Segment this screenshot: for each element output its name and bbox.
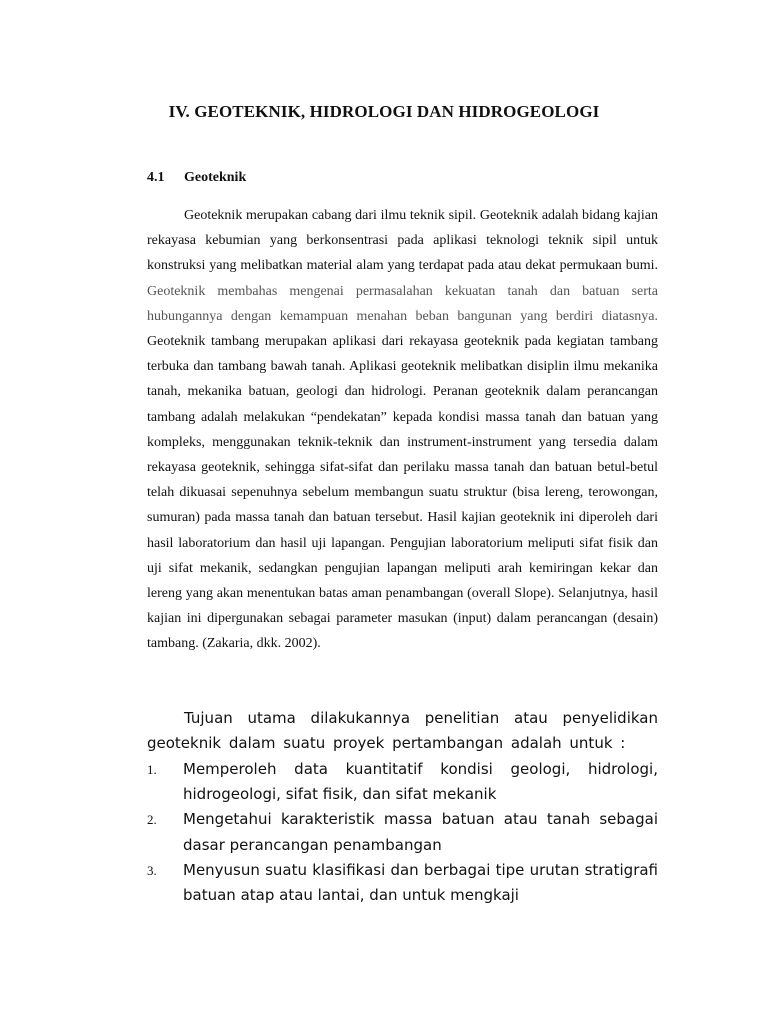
section-title: Geoteknik bbox=[184, 170, 247, 185]
section-heading bbox=[147, 170, 246, 186]
list-marker: 2. bbox=[147, 812, 157, 828]
list-item bbox=[147, 807, 658, 857]
list-item-text: Mengetahui karakteristik massa batuan atau tanah sebagai dasar perancangan penambangan bbox=[183, 810, 658, 854]
list-item-text: Memperoleh data kuantitatif kondisi geologi, hidrologi, hidrogeologi, sifat fisik, dan sifat mekanik bbox=[183, 760, 658, 804]
body-paragraph-tujuan: Tujuan utama dilakukannya penelitian atau penyelidikan geoteknik dalam suatu proyek pertambangan adalah untuk : bbox=[147, 709, 658, 753]
section-number: 4.1 bbox=[147, 170, 165, 185]
list-marker: 1. bbox=[147, 762, 157, 777]
paragraph-text: Geoteknik tambang merupakan aplikasi dari rekayasa geoteknik pada kegiatan tambang terbuka dan tambang bawah tanah. Aplikasi geoteknik melibatkan disiplin ilmu mekanika tanah, mekanika batuan, geologi dan hidrologi. Peranan geoteknik dalam perancangan tambang adalah melakukan “pendekatan” kepada kondisi massa tanah dan batuan yang kompleks, menggunakan teknik-teknik dan instrument-instrument yang tersedia dalam rekayasa geoteknik, sehingga sifat-sifat dan perilaku massa tanah dan batuan betul-betul telah dikuasai sepenuhnya sebelum membangun suatu struktur (bisa lereng, terowongan, sumuran) pada massa tanah dan batuan tersebut. Hasil kajian geoteknik ini diperoleh dari hasil laboratorium dan hasil uji lapangan. Pengujian laboratorium meliputi sifat fisik dan uji sifat mekanik, sedangkan pengujian lapangan meliputi arah kemiringan kekar dan lereng yang akan menentukan batas aman penambangan (overall Slope). Selanjutnya, hasil kajian ini dipergunakan sebagai parameter masukan (input) dalam perancangan (desain) tambang. (Zakaria, dkk. 2002). bbox=[147, 334, 658, 652]
list-item bbox=[147, 858, 658, 908]
list-item bbox=[147, 757, 658, 807]
body-paragraph-geoteknik bbox=[147, 203, 658, 657]
paragraph-text-highlight: Geoteknik membahas mengenai permasalahan kekuatan tanah dan batuan serta hubungannya dengan kemampuan menahan beban bangunan yang berdiri diatasnya. bbox=[147, 283, 658, 324]
objectives-list bbox=[147, 757, 658, 908]
list-item-text: Menyusun suatu klasifikasi dan berbagai tipe urutan stratigrafi batuan atap atau lantai, dan untuk mengkaji bbox=[183, 860, 658, 905]
chapter-title: IV. GEOTEKNIK, HIDROLOGI DAN HIDROGEOLOGI bbox=[168, 102, 600, 121]
paragraph-text: Geoteknik merupakan cabang dari ilmu teknik sipil. Geoteknik adalah bidang kajian rekayasa kebumian yang berkonsentrasi pada aplikasi teknologi teknik sipil untuk konstruksi yang melibatkan material alam yang terdapat pada atau dekat permukaan bumi. bbox=[147, 208, 658, 274]
list-marker: 3. bbox=[147, 862, 157, 878]
